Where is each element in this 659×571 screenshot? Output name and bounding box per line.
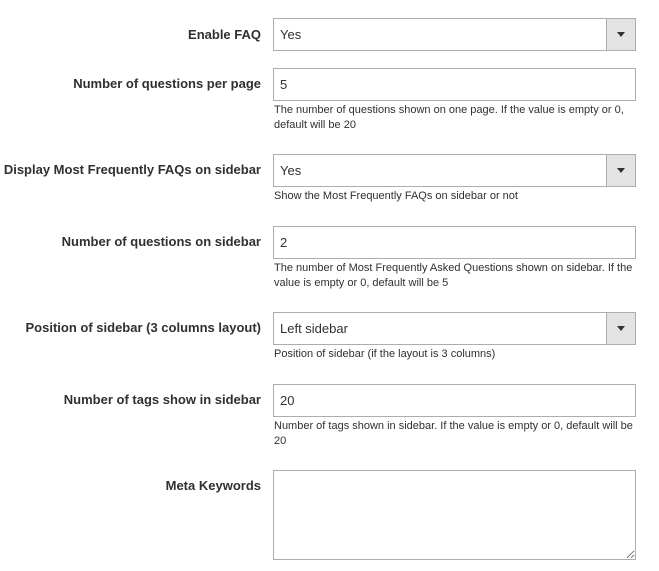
chevron-down-icon xyxy=(617,326,625,331)
questions-on-sidebar-value: 2 xyxy=(280,235,288,250)
enable-faq-select[interactable] xyxy=(273,18,636,51)
sidebar-position-note: Position of sidebar (if the layout is 3 columns) xyxy=(274,348,496,360)
chevron-down-icon xyxy=(617,32,625,37)
questions-per-page-note: The number of questions shown on one page. If the value is empty or 0, default will be 20 xyxy=(274,104,624,131)
questions-per-page-value: 5 xyxy=(280,77,288,92)
enable-faq-value: Yes xyxy=(280,27,302,42)
most-frequent-sidebar-label: Display Most Frequently FAQs on sidebar xyxy=(3,162,261,177)
chevron-down-icon xyxy=(617,168,625,173)
most-frequent-sidebar-note: Show the Most Frequently FAQs on sidebar or not xyxy=(274,190,518,202)
questions-on-sidebar-input[interactable] xyxy=(273,226,636,259)
sidebar-position-dropdown-button[interactable] xyxy=(606,313,635,344)
questions-per-page-label: Number of questions per page xyxy=(73,76,261,91)
enable-faq-dropdown-button[interactable] xyxy=(606,19,635,50)
questions-on-sidebar-label: Number of questions on sidebar xyxy=(61,234,261,249)
most-frequent-sidebar-dropdown-button[interactable] xyxy=(606,155,635,186)
most-frequent-sidebar-select[interactable] xyxy=(273,154,636,187)
tags-in-sidebar-input[interactable] xyxy=(273,384,636,417)
enable-faq-label: Enable FAQ xyxy=(188,27,261,42)
tags-in-sidebar-label: Number of tags show in sidebar xyxy=(63,392,261,407)
meta-keywords-textarea[interactable] xyxy=(273,470,636,560)
tags-in-sidebar-value: 20 xyxy=(280,393,295,408)
questions-on-sidebar-note: The number of Most Frequently Asked Questions shown on sidebar. If the value is empty or 0, default will be 5 xyxy=(274,262,633,289)
questions-per-page-input[interactable] xyxy=(273,68,636,101)
meta-keywords-label: Meta Keywords xyxy=(165,478,261,493)
sidebar-position-select[interactable] xyxy=(273,312,636,345)
most-frequent-sidebar-value: Yes xyxy=(280,163,302,178)
sidebar-position-label: Position of sidebar (3 columns layout) xyxy=(25,320,261,335)
sidebar-position-value: Left sidebar xyxy=(280,321,348,336)
tags-in-sidebar-note: Number of tags shown in sidebar. If the value is empty or 0, default will be 20 xyxy=(274,420,633,447)
